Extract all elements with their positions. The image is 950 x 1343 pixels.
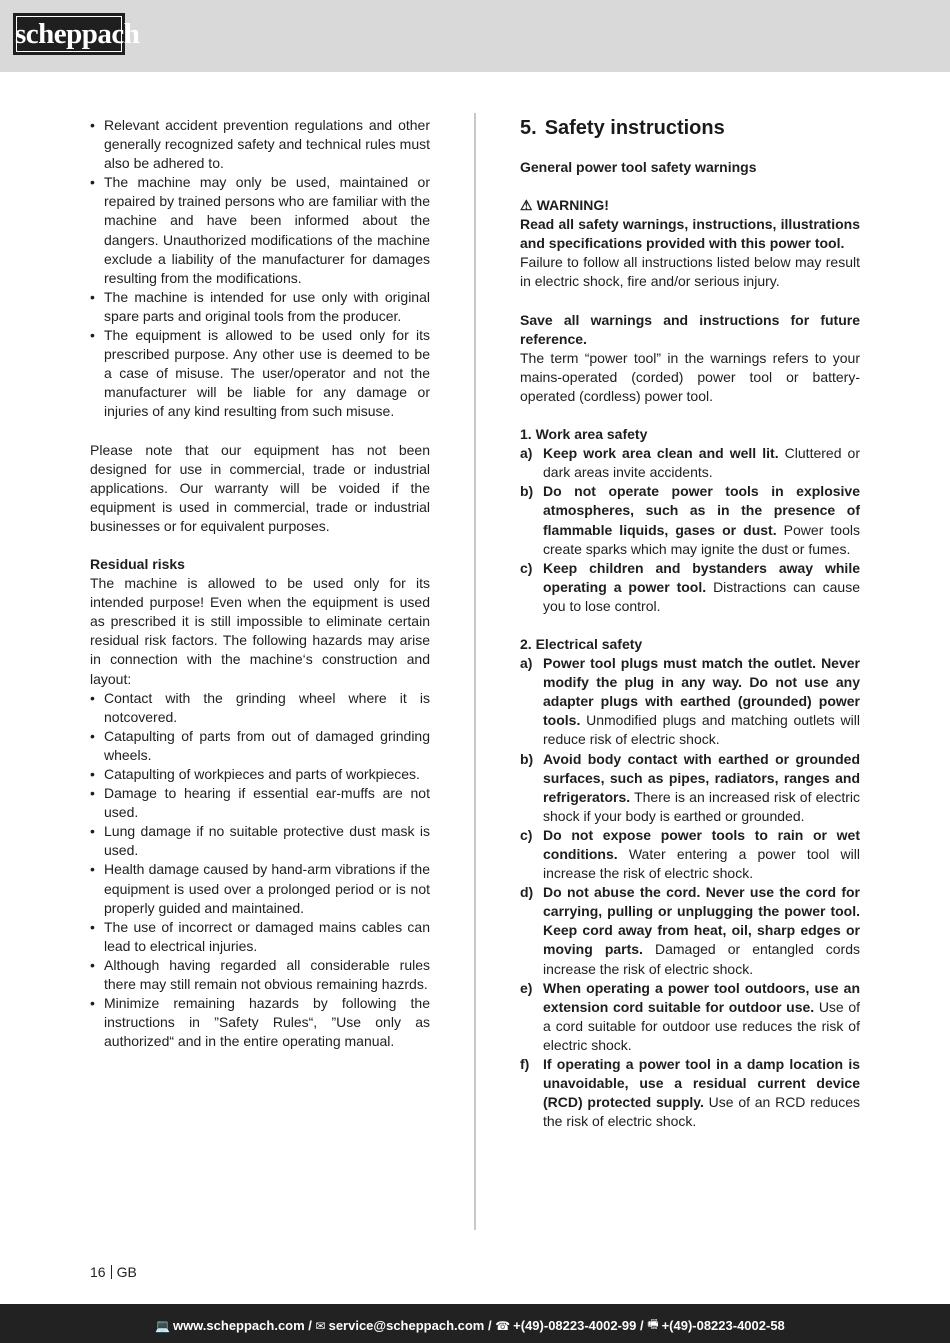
item-text: Power tools create sparks which may ignite the dust or fumes. (543, 521, 860, 557)
email-link[interactable]: service@scheppach.com / (328, 1318, 492, 1333)
list-item (520, 979, 860, 1055)
item-text: Water entering a power tool will increase the risk of electric shock. (543, 846, 860, 882)
list-item: • The equipment is allowed to be used only for its prescribed purpose. Any other use is deemed to be a case of misuse. The user/operator and not the manufacturer will be liable for any damage or injuries of any kind resulting from such misuse. (90, 326, 430, 421)
item-marker: c) (520, 826, 533, 843)
item-text: Unmodified plugs and matching outlets will reduce risk of electric shock. (543, 712, 860, 748)
list-item (520, 482, 860, 558)
item-text: Damaged or entangled cords increase the risk of electric shock. (543, 941, 861, 977)
residual-risks-intro: The machine is allowed to be used only for its intended purpose! Even when the equipment is used as prescribed it is still impossible to eliminate certain residual risk factors. The following hazards may arise in connection with the machine‘s construction and layout: (90, 575, 430, 687)
list-item: • Damage to hearing if essential ear-muffs are not used. (90, 784, 430, 822)
work-area-heading: 1. Work area safety (520, 426, 648, 443)
item-marker: d) (520, 884, 534, 901)
scheppach-logo: scheppach (13, 13, 125, 55)
list-item: • Lung damage if no suitable protective dust mask is used. (90, 822, 430, 860)
item-bold: When operating a power tool outdoors, use an extension cord suitable for outdoor use. (543, 979, 860, 1015)
list-item: • The machine may only be used, maintained or repaired by trained persons who are familiar with the machine and have been informed about the dangers. Unauthorized modifications of the machine exclude a liability of the manufacturer for damages resulting from the modifications. (90, 173, 430, 288)
warning-text: Failure to follow all instructions listed below may result in electric shock, fire and/or serious injury. (520, 254, 860, 290)
warning-label: WARNING! (536, 197, 609, 214)
item-marker: a) (520, 655, 533, 672)
left-column (90, 116, 430, 1051)
telephone-icon: ☎ (495, 1318, 511, 1333)
electrical-safety-list (520, 654, 860, 1131)
page-language: GB (116, 1264, 137, 1280)
residual-risks-heading: Residual risks (90, 555, 185, 572)
general-warnings-heading: General power tool safety warnings (520, 159, 757, 175)
website-link[interactable]: www.scheppach.com / (172, 1318, 312, 1333)
list-item: • Catapulting of workpieces and parts of workpieces. (90, 765, 430, 784)
item-bold: Power tool plugs must match the outlet. Never modify the plug in any way. Do not use any adapter plugs with earthed (grounded) power tools. (543, 655, 860, 729)
list-item: • The machine is intended for use only with original spare parts and original tools from the producer. (90, 288, 430, 326)
item-bold: Do not operate power tools in explosive atmospheres, such as in the presence of flammable liquids, gases or dust. (543, 483, 860, 538)
item-text: Distractions can cause you to lose control. (543, 578, 860, 614)
list-item (520, 654, 860, 749)
item-text: Cluttered or dark areas invite accidents. (543, 445, 860, 481)
item-bold: Do not expose power tools to rain or wet conditions. (543, 826, 860, 862)
item-marker: f) (520, 1056, 530, 1073)
column-divider (474, 113, 476, 1230)
item-bold: If operating a power tool in a damp location is unavoidable, use a residual current device (RCD) protected supply. (543, 1056, 860, 1111)
residual-risks-list (90, 689, 430, 1052)
intended-use-list (90, 116, 430, 422)
electrical-safety-heading: 2. Electrical safety (520, 635, 643, 652)
item-marker: e) (520, 979, 533, 996)
page-number-value: 16 (90, 1264, 106, 1280)
list-item: • Relevant accident prevention regulations and other generally recognized safety and technical rules must also be adhered to. (90, 116, 430, 173)
work-area-list (520, 444, 860, 616)
fax-icon: 🖷 (647, 1317, 659, 1331)
section-title (520, 116, 860, 140)
section-title-text: Safety instructions (544, 117, 725, 139)
page-header (0, 0, 950, 72)
warning-line (520, 196, 860, 215)
item-text: There is an increased risk of electric shock if your body is earthed or grounded. (543, 788, 860, 824)
list-item (520, 750, 860, 826)
fax-number: +(49)-08223-4002-58 (661, 1318, 785, 1333)
right-column (520, 116, 860, 1131)
list-item (520, 559, 860, 616)
envelope-icon: ✉ (315, 1318, 326, 1333)
list-item (520, 444, 860, 482)
item-text: Use of an RCD reduces the risk of electric shock. (543, 1094, 860, 1130)
page-number (90, 1264, 137, 1280)
phone-number: +(49)-08223-4002-99 / (513, 1318, 644, 1333)
save-warnings-bold: Save all warnings and instructions for future reference. (520, 311, 860, 347)
list-item (520, 826, 860, 883)
list-item: • The use of incorrect or damaged mains cables can lead to electrical injuries. (90, 918, 430, 956)
list-item: • Catapulting of parts from out of damaged grinding wheels. (90, 727, 430, 765)
list-item (520, 1055, 860, 1131)
list-item: • Health damage caused by hand-arm vibrations if the equipment is used over a prolonged period or is not properly guided and maintained. (90, 860, 430, 917)
list-item: • Minimize remaining hazards by following the instructions in ”Safety Rules“, ”Use only as authorized“ and in the entire operating manual. (90, 994, 430, 1051)
section-number: 5. (520, 117, 537, 139)
computer-icon: 💻 (155, 1318, 170, 1333)
item-text: Use of a cord suitable for outdoor use reduces the risk of electric shock. (543, 998, 860, 1053)
item-marker: b) (520, 483, 534, 500)
page-number-separator (111, 1265, 112, 1279)
commercial-use-note: Please note that our equipment has not been designed for use in commercial, trade or industrial applications. Our warranty will be voided if the equipment is used in commercial, trade or industrial businesses or for equivalent purposes. (90, 441, 430, 534)
list-item: • Although having regarded all considerable rules there may still remain not obvious remaining hazrds. (90, 956, 430, 994)
list-item (520, 883, 860, 978)
warning-triangle-icon: ⚠ (520, 197, 533, 214)
contact-line (155, 1315, 785, 1336)
item-bold: Keep children and bystanders away while operating a power tool. (543, 559, 860, 595)
item-bold: Avoid body contact with earthed or grounded surfaces, such as pipes, radiators, ranges and refrigerators. (543, 750, 860, 805)
list-item: • Contact with the grinding wheel where it is notcovered. (90, 689, 430, 727)
item-marker: c) (520, 559, 533, 576)
warning-bold-text: Read all safety warnings, instructions, illustrations and specifications provided with this power tool. (520, 216, 860, 252)
item-bold: Do not abuse the cord. Never use the cord for carrying, pulling or unplugging the power tool. Keep cord away from heat, oil, sharp edges or moving parts. (543, 884, 860, 958)
item-marker: a) (520, 445, 533, 462)
item-marker: b) (520, 750, 534, 767)
save-warnings-text: The term “power tool” in the warnings refers to your mains-operated (corded) power tool or battery-operated (cordless) power tool. (520, 349, 860, 404)
item-bold: Keep work area clean and well lit. (543, 445, 779, 462)
page-footer (0, 1304, 950, 1343)
